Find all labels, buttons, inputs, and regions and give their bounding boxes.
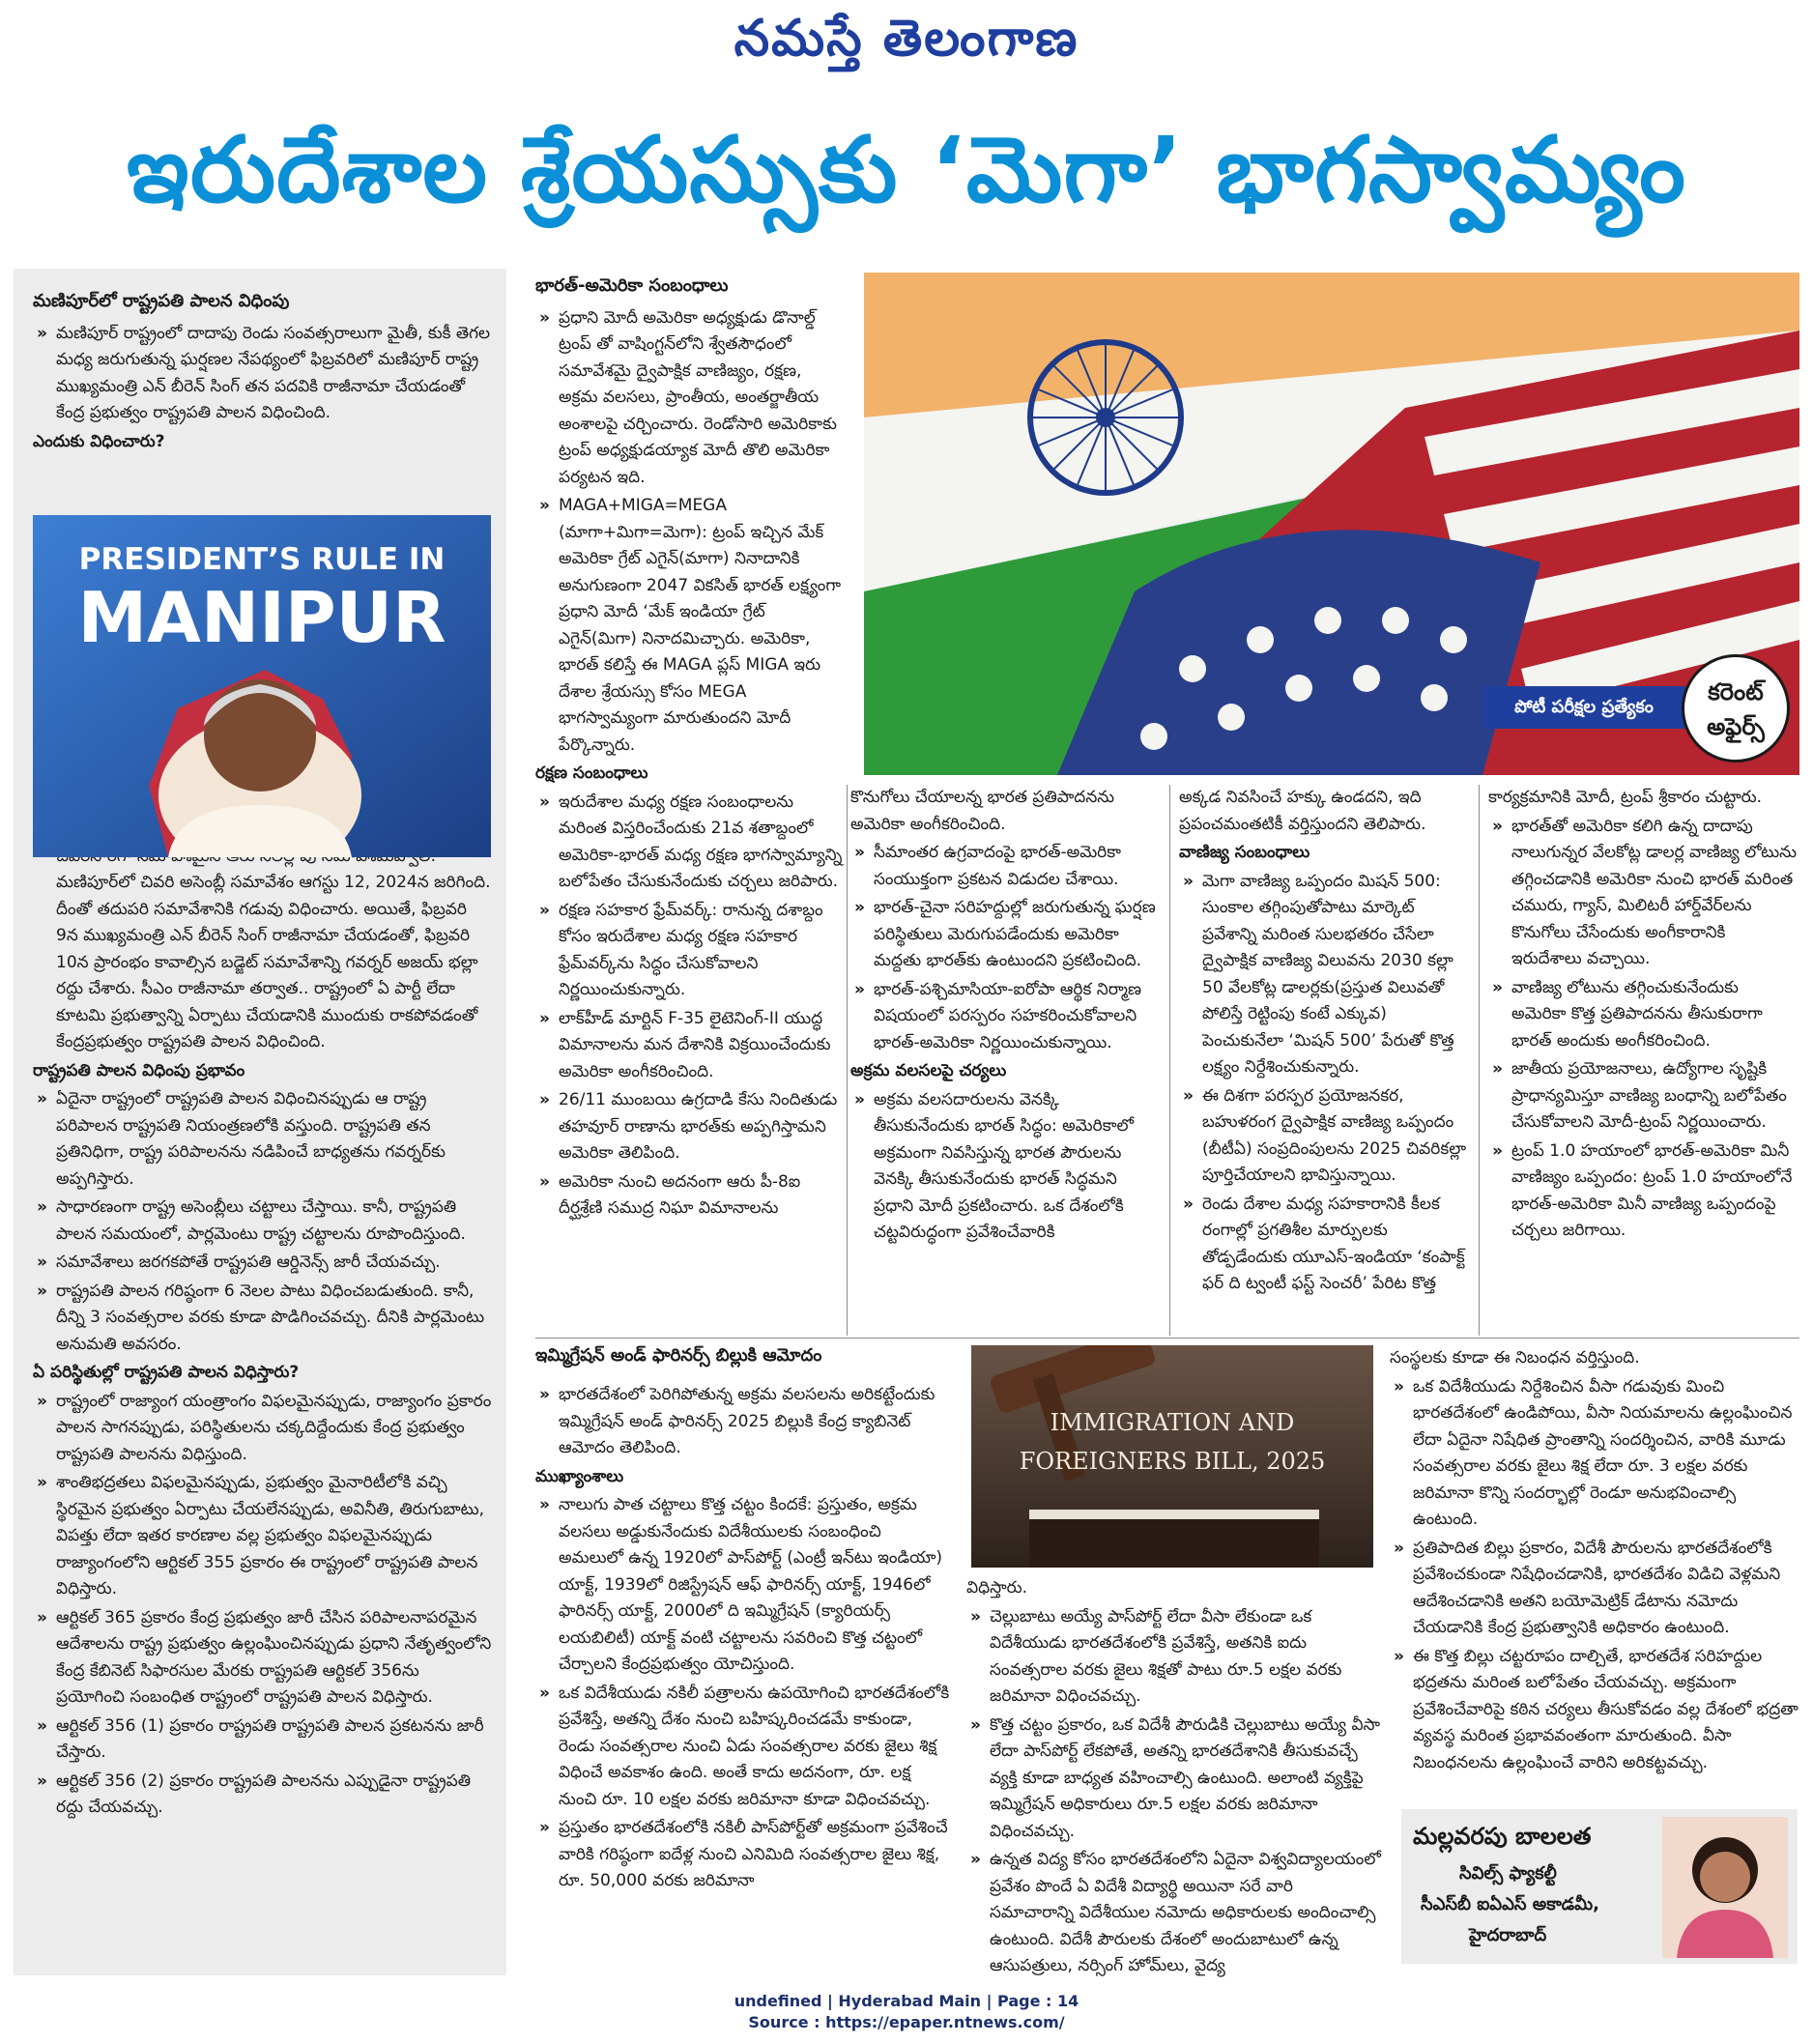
list-item: » ఈ కొత్త బిల్లు చట్టరూపం దాల్చితే, భారతదేశ సరిహద్దుల భద్రతను మరింత బలోపేతం చేయవచ్చు. అక్రమంగా ప్రవేశించేవారిపై కఠిన చర్యలు తీసుకోవడం వల్ల దేశంలో భద్రతా వ్యవస్థ మరింత ప్రభావవంతంగా మారుతుంది. వీసా నిబంధనలను ఉల్లంఘించే వారిని అరికట్టవచ్చు. xyxy=(1390,1644,1805,1777)
list-item: » ట్రంప్‌ 1.0 హయాంలో భారత్‌-అమెరికా మినీ వాణిజ్యం ఒప్పందం: ట్రంప్‌ 1.0 హయాంలోనే భారత్‌-అమెరికా మినీ వాణిజ్య ఒప్పందంపై చర్చలు జరిగాయి. xyxy=(1488,1138,1798,1245)
masthead xyxy=(0,0,1813,87)
list-item: » భారత్‌-పశ్చిమాసియా-ఐరోపా ఆర్థిక నిర్మాణ విషయంలో పరస్పరం సహకరించుకోవాలని భారత్‌-అమెరికా నిర్ణయించుకున్నాయి. xyxy=(850,977,1160,1057)
immigration-intro: » భారతదేశంలో పెరిగిపోతున్న అక్రమ వలసలను అరికట్టేందుకు ఇమ్మిగ్రేషన్‌ అండ్‌ ఫారినర్స్‌ 2025 బిల్లుకి కేంద్ర క్యాబినెట్‌ ఆమోదం తెలిపింది. xyxy=(535,1382,951,1462)
list-item: » అక్రమ వలసదారులను వెనక్కి తీసుకునేందుకు భారత్‌ సిద్ధం: అమెరికాలో అక్రమంగా నివసిస్తున్న భారత పౌరులను వెనక్కి తీసుకునేందుకు భారత్‌ సిద్ధమని ప్రధాని మోదీ ప్రకటించారు. ఒక దేశంలోకి చట్టవిరుద్ధంగా ప్రవేశించేవారికి xyxy=(850,1087,1160,1247)
manipur-photo-caption-2: MANIPUR xyxy=(77,577,446,658)
column-divider xyxy=(1169,785,1170,1336)
list-item: » ప్రస్తుతం భారతదేశంలోకి నకిలీ పాస్‌పోర్ట్‌తో అక్రమంగా ప్రవేశించే వారికి గరిష్ఠంగా ఐదేళ్ల నుంచి ఎనిమిది సంవత్సరాల జైలు శిక్ష, రూ. 50,000 వరకు జరిమానా xyxy=(535,1815,951,1895)
list-item: » సాధారణంగా రాష్ట్ర అసెంబ్లీలు చట్టాలు చేస్తాయి. కానీ, రాష్ట్రపతి పాలన సమయంలో, పార్లమెంటు రాష్ట్ర చట్టాలను రూపొందిస్తుంది. xyxy=(33,1195,493,1248)
author-box xyxy=(1401,1809,1798,1964)
immigration-bill-photo xyxy=(971,1345,1373,1568)
page-headline xyxy=(0,99,1813,253)
manipur-title: మణిపూర్‌లో రాష్ట్రపతి పాలన విధింపు xyxy=(33,291,290,311)
column-divider xyxy=(847,785,848,1336)
immigration-article xyxy=(535,1382,951,1897)
list-item: » ఈ దిశగా పరస్పర ప్రయోజనకర, బహుళరంగ ద్వైపాక్షిక వాణిజ్య ఒప్పందం (బీటీఏ) సంప్రదింపులను 2025 చివరికల్లా పూర్తిచేయాలని భావిస్తున్నాయి. xyxy=(1179,1083,1469,1190)
footer-edition: undefined | Hyderabad Main | Page : 14 xyxy=(734,1992,1079,2010)
list-item: » నాలుగు పాత చట్టాలు కొత్త చట్టం కిందకే: ప్రస్తుతం, అక్రమ వలసలు అడ్డుకునేందుకు విదేశీయులకు సంబంధించి అమలులో ఉన్న 1920లో పాస్‌పోర్ట్‌ (ఎంట్రీ ఇన్‌టు ఇండియా) యాక్ట్‌, 1939లో రిజిస్ట్రేషన్‌ ఆఫ్‌ ఫారినర్స్‌ యాక్ట్‌, 1946లో ఫారినర్స్‌ యాక్ట్‌, 2000లో ది ఇమ్మిగ్రేషన్‌ (క్యారియర్స్‌ లయబిలిటీ) యాక్ట్‌ వంటి చట్టాలను సవరించి కొత్త చట్టంలో చేర్చాలని కేంద్రప్రభుత్వం యోచిస్తుంది. xyxy=(535,1492,951,1679)
manipur-when-title: ఏ పరిస్థితుల్లో రాష్ట్రపతి పాలన విధిస్తారు? xyxy=(33,1363,300,1382)
competitive-exam-badge: పోటీ పరీక్షల ప్రత్యేకం xyxy=(1482,686,1685,729)
india-us-title: భారత్‌-అమెరికా సంబంధాలు xyxy=(535,275,729,296)
col3-lead: కొనుగోలు చేయాలన్న భారత ప్రతిపాదనను అమెరికా అంగీకరించింది. xyxy=(850,788,1115,834)
footer-source: Source : https://epaper.ntnews.com/ xyxy=(748,2013,1065,2031)
author-name: మల్లవరపు బాలలత xyxy=(1413,1823,1592,1850)
col5-lead: కార్యక్రమానికి మోదీ, ట్రంప్‌ శ్రీకారం చుట్టారు. xyxy=(1488,788,1763,807)
immigration-photo-caption-1: IMMIGRATION AND xyxy=(1050,1409,1295,1436)
immigration-title: ఇమ్మిగ్రేషన్‌ అండ్‌ ఫారినర్స్‌ బిల్లుకి ఆమోదం xyxy=(535,1345,822,1366)
author-role: సివిల్స్‌ ఫ్యాకల్టీ xyxy=(1459,1863,1557,1884)
list-item: » శాంతిభద్రతలు విఫలమైనప్పుడు, ప్రభుత్వం మైనారిటీలోకి వచ్చి స్థిరమైన ప్రభుత్వం ఏర్పాటు చేయలేనప్పుడు, అవినీతి, తిరుగుబాటు, విపత్తు లేదా ఇతర కారణాల వల్ల ప్రభుత్వం విఫలమైనప్పుడు రాజ్యాంగంలోని ఆర్టికల్‌ 355 ప్రకారం ఈ రాష్ట్రంలో రాష్ట్రపతి పాలన విధిస్తారు. xyxy=(33,1470,493,1603)
list-item: » ఏదైనా రాష్ట్రంలో రాష్ట్రపతి పాలన విధించినప్పుడు ఆ రాష్ట్ర పరిపాలన రాష్ట్రపతి నియంత్రణలోకి వస్తుంది. రాష్ట్రపతి తన ప్రతినిధిగా, రాష్ట్ర పరిపాలనను నడిపించే బాధ్యతను గవర్నర్‌కు అప్పగిస్తారు. xyxy=(33,1086,493,1193)
author-org: సీఎస్‌బీ ఐఏఎస్‌ అకాడమీ, xyxy=(1421,1894,1600,1914)
trade-column-2 xyxy=(1488,785,1798,1247)
stamp-line-2: అఫైర్స్‌ xyxy=(1707,713,1765,740)
list-item: » ఆర్టికల్‌ 356 (1) ప్రకారం రాష్ట్రపతి రాష్ట్రపతి పాలన ప్రకటనను జారీ చేస్తారు. xyxy=(33,1713,493,1767)
manipur-effect-title: రాష్ట్రపతి పాలన విధింపు ప్రభావం xyxy=(33,1060,245,1080)
author-avatar xyxy=(1662,1817,1788,1958)
list-item: » సీమాంతర ఉగ్రవాదంపై భారత్‌-అమెరికా సంయుక్తంగా ప్రకటన విడుదల చేశాయి. xyxy=(850,840,1160,893)
list-item: » అమెరికా నుంచి అదనంగా ఆరు పీ-8ఐ దీర్ఘశ్రేణి సముద్ర నిఘా విమానాలను xyxy=(535,1169,843,1223)
stamp-line-1: కరెంట్ xyxy=(1708,678,1764,705)
immigration-key-title: ముఖ్యాంశాలు xyxy=(535,1466,624,1486)
list-item: » ప్రతిపాదిత బిల్లు ప్రకారం, విదేశీ పౌరులను భారతదేశంలోకి ప్రవేశించకుండా నిషేధించడానికి, భారతదేశం విడిచి వెళ్లమని ఆదేశించడానికి అతని బయోమెట్రిక్‌ డేటాను నమోదు చేయడానికి కేంద్ర ప్రభుత్వానికి అధికారం ఉంటుంది. xyxy=(1390,1536,1805,1642)
immigration-column-3 xyxy=(1390,1345,1805,1778)
list-item: » కొత్త చట్టం ప్రకారం, ఒక విదేశీ పౌరుడికి చెల్లుబాటు అయ్యే వీసా లేదా పాస్‌పోర్ట్‌ లేకపోతే, అతన్ని భారతదేశానికి తీసుకువచ్చే వ్యక్తి కూడా బాధ్యత వహించాల్సి ఉంటుంది. అలాంటి వ్యక్తిపై ఇమ్మిగ్రేషన్‌ అధికారులు రూ.5 లక్షల వరకు జరిమానా విధించవచ్చు. xyxy=(966,1713,1382,1846)
list-item: » మెగా వాణిజ్య ఒప్పందం మిషన్‌ 500: సుంకాల తగ్గింపుతోపాటు మార్కెట్‌ ప్రవేశాన్ని మరింత సులభతరం చేసేలా ద్వైపాక్షిక వాణిజ్య విలువను 2030 కల్లా 50 వేలకోట్ల డాలర్లకు(ప్రస్తుత విలువతో పోలిస్తే రెట్టింపు కంటే ఎక్కువ) పెంచుకునేలా ‘మిషన్‌ 500’ పేరుతో కొత్త లక్ష్యం నిర్దేశించుకున్నారు. xyxy=(1179,869,1469,1081)
list-item: » భారత్‌తో అమెరికా కలిగి ఉన్న దాదాపు నాలుగున్నర వేలకోట్ల డాలర్ల వాణిజ్య లోటును తగ్గించడానికి అమెరికా నుంచి భారత్‌ మరింత చమురు, గ్యాస్‌, మిలిటరీ హార్డ్‌వేర్‌లను కొనుగోలు చేసేందుకు అంగీకారానికి ఇరుదేశాలు వచ్చాయి. xyxy=(1488,814,1798,973)
manipur-why-body: » మణిపూర్‌లో చివరి అసెంబ్లీ సమావేశం ఆగస్టు 12, 2024న జరిగింది. దీంతో తదుపరి సమావేశానికి గడువు విధించారు. అయితే, ఫిబ్రవరి 9న ముఖ్యమంత్రి ఎన్‌ బీరెన్‌ సింగ్‌ రాజీనామా చేయడంతో, ఫిబ్రవరి 10న ప్రారంభం కావాల్సిన బడ్జెట్‌ సమావేశాన్ని గవర్నర్‌ అజయ్‌ భల్లా రద్దు చేశారు. సీఎం రాజీనామా తర్వాత.. రాష్ట్రంలో ఏ పార్టీ లేదా కూటమి ప్రభుత్వాన్ని ఏర్పాటు చేయడానికి ముందుకు రాకపోవడంతో కేంద్రప్రభుత్వం రాష్ట్రపతి పాలన విధించింది. xyxy=(33,817,493,1056)
list-item: » భారత్‌-చైనా సరిహద్దుల్లో జరుగుతున్న ఘర్షణ పరిస్థితులు మెరుగుపడేందుకు అమెరికా మద్దతు భారత్‌కు ఉంటుందని ప్రకటించింది. xyxy=(850,895,1160,975)
masthead-title: నమస్తే తెలంగాణ xyxy=(734,9,1079,68)
list-item: » సమావేశాలు జరగకపోతే రాష్ట్రపతి ఆర్డినెన్స్‌ జారీ చేయవచ్చు. xyxy=(33,1250,493,1277)
list-item: » రక్షణ సహకార ఫ్రేమ్‌వర్క్‌: రానున్న దశాబ్దం కోసం ఇరుదేశాల మధ్య రక్షణ సహకార ఫ్రేమ్‌వర్క్‌ను సిద్ధం చేసుకోవాలని నిర్ణయించుకున్నారు. xyxy=(535,898,843,1004)
manipur-why-title: ఎందుకు విధించారు? xyxy=(33,431,165,451)
list-item: » జాతీయ ప్రయోజనాలు, ఉద్యోగాల సృష్టికి ప్రాధాన్యమిస్తూ వాణిజ్య బంధాన్ని బలోపేతం చేసుకోవాలని మోదీ-ట్రంప్‌ నిర్ణయించారు. xyxy=(1488,1056,1798,1137)
list-item: » ప్రధాని మోదీ అమెరికా అధ్యక్షుడు డొనాల్డ్‌ ట్రంప్‌ తో వాషింగ్టన్‌లోని శ్వేతసౌధంలో సమావేశమై ద్వైపాక్షిక వాణిజ్యం, రక్షణ, అక్రమ వలసలు, ప్రాంతీయ, అంతర్జాతీయ అంశాలపై చర్చించారు. రెండోసారి అమెరికాకు ట్రంప్‌ అధ్యక్షుడయ్యాక మోదీ తొలి అమెరికా పర్యటన ఇది. xyxy=(535,305,843,492)
immigration-column-2 xyxy=(966,1575,1382,1982)
list-item: » రాష్ట్రపతి పాలన గరిష్ఠంగా 6 నెలల పాటు విధించబడుతుంది. కానీ, దీన్ని 3 సంవత్సరాల వరకు కూడా పొడిగించవచ్చు. దీనికి పార్లమెంటు అనుమతి అవసరం. xyxy=(33,1279,493,1359)
defense-title: రక్షణ సంబంధాలు xyxy=(535,763,648,783)
author-photo xyxy=(1662,1817,1788,1958)
author-city: హైదరాబాద్‌ xyxy=(1469,1925,1547,1945)
list-item: » ఆర్టికల్‌ 356 (2) ప్రకారం రాష్ట్రపతి పాలనను ఎప్పుడైనా రాష్ట్రపతి రద్దు చేయవచ్చు. xyxy=(33,1769,493,1822)
section-divider xyxy=(535,1338,1799,1339)
illegal-migration-title: అక్రమ వలసలపై చర్యలు xyxy=(850,1061,1007,1080)
list-item: » MAGA+MIGA=MEGA (మాగా+మిగా=మెగా): ట్రంప్‌ ఇచ్చిన మేక్‌ అమెరికా గ్రేట్‌ ఎగైన్‌(మాగా) నినాదానికి అనుగుణంగా 2047 వికసిత్‌ భారత్‌ లక్ష్యంగా ప్రధాని మోదీ ‘మేక్‌ ఇండియా గ్రేట్‌ ఎగైన్‌(మిగా) నినాదమిచ్చారు. అమెరికా, భారత్‌ కలిస్తే ఈ MAGA ప్లస్‌ MIGA ఇరు దేశాల శ్రేయస్సు కోసం MEGA భాగస్వామ్యంగా మారుతుందని మోదీ పేర్కొన్నారు. xyxy=(535,493,843,759)
trade-column xyxy=(1179,785,1469,1300)
col4-lead: అక్కడ నివసించే హక్కు ఉండదని, ఇది ప్రపంచమంతటికీ వర్తిస్తుందని తెలిపారు. xyxy=(1179,788,1426,834)
trade-title: వాణిజ్య సంబంధాలు xyxy=(1179,843,1310,862)
page-footer xyxy=(0,1991,1813,2033)
india-us-article xyxy=(535,273,843,1224)
security-cooperation-column xyxy=(850,785,1160,1249)
list-item: » ఇరుదేశాల మధ్య రక్షణ సంబంధాలను మరింత విస్తరించేందుకు 21వ శతాబ్దంలో అమెరికా-భారత్‌ మధ్య రక్షణ భాగస్వామ్యాన్ని బలోపేతం చేసుకునేందుకు చర్చలు జరిపారు. xyxy=(535,790,843,896)
list-item: » ఒక విదేశీయుడు నకిలీ పత్రాలను ఉపయోగించి భారతదేశంలోకి ప్రవేశిస్తే, అతన్ని దేశం నుంచి బహిష్కరించడమే కాకుండా, రెండు సంవత్సరాల నుంచి ఏడు సంవత్సరాల వరకు జైలు శిక్ష విధించే అవకాశం ఉంది. అంతే కాదు అదనంగా, రూ. లక్ష నుంచి రూ. 10 లక్షల వరకు జరిమానా కూడా విధించవచ్చు. xyxy=(535,1681,951,1814)
india-us-flags-photo xyxy=(864,273,1799,775)
column-divider xyxy=(1479,785,1480,1336)
current-affairs-stamp xyxy=(1682,654,1790,763)
list-item: » ఒక విదేశీయుడు నిర్దేశించిన వీసా గడువుకు మించి భారతదేశంలో ఉండిపోయి, వీసా నియమాలను ఉల్లంఘించిన లేదా ఏదైనా నిషేధిత ప్రాంతాన్ని సందర్శించిన, వారికి మూడు సంవత్సరాల వరకు జైలు శిక్ష లేదా రూ. 3 లక్షల వరకు జరిమానా కొన్ని సందర్భాల్లో రెండూ అనుభవించాల్సి ఉంటుంది. xyxy=(1390,1374,1805,1534)
list-item: » రెండు దేశాల మధ్య సహకారానికి కీలక రంగాల్లో ప్రగతిశీల మార్పులకు తోడ్పడేందుకు యూఎస్‌-ఇండియా ‘కంపాక్ట్‌ ఫర్‌ ది ట్వంటీ ఫస్ట్‌ సెంచరీ’ పేరిట కొత్త xyxy=(1179,1192,1469,1298)
list-item: » ఉన్నత విద్య కోసం భారతదేశంలోని ఏదైనా విశ్వవిద్యాలయంలో ప్రవేశం పొందే ఏ విదేశీ విద్యార్థి అయినా సరే వారి సమాచారాన్ని విదేశీయుల నమోదు అధికారులకు అందించాల్సి ఉంటుంది. విదేశీ పౌరులకు దేశంలో అందుబాటులో ఉన్న ఆసుపత్రులు, నర్సింగ్‌ హోమ్‌లు, వైద్య xyxy=(966,1847,1382,1980)
headline-text: ఇరుదేశాల శ్రేయస్సుకు ‘మెగా’ భాగస్వామ్యం xyxy=(127,118,1686,223)
manipur-intro: » మణిపూర్‌ రాష్ట్రంలో దాదాపు రెండు సంవత్సరాలుగా మైతీ, కుకీ తెగల మధ్య జరుగుతున్న ఘర్షణల నేపథ్యంలో ఫిబ్రవరిలో మణిపూర్‌ రాష్ట్ర ముఖ్యమంత్రి ఎన్‌ బీరెన్‌ సింగ్‌ తన పదవికి రాజీనామా చేయడంతో కేంద్ర ప్రభుత్వం రాష్ట్రపతి పాలన విధించింది. xyxy=(33,321,493,427)
col3b-lead: విధిస్తారు. xyxy=(966,1578,1027,1598)
list-item: » లాక్‌హీడ్‌ మార్టిన్‌ F-35 లైటెనింగ్‌-II యుద్ధ విమానాలను మన దేశానికి విక్రయించేందుకు అమెరికా అంగీకరించింది. xyxy=(535,1006,843,1086)
list-item: » 26/11 ముంబయి ఉగ్రదాడి కేసు నిందితుడు తహవూర్‌ రాణాను భారత్‌కు అప్పగిస్తామని అమెరికా తెలిపింది. xyxy=(535,1087,843,1167)
list-item: » చెల్లుబాటు అయ్యే పాస్‌పోర్ట్‌ లేదా వీసా లేకుండా ఒక విదేశీయుడు భారతదేశంలోకి ప్రవేశిస్తే, అతనికి ఐదు సంవత్సరాల వరకు జైలు శిక్షతో పాటు రూ.5 లక్షల వరకు జరిమానా విధించవచ్చు. xyxy=(966,1604,1382,1711)
list-item: » వాణిజ్య లోటును తగ్గించుకునేందుకు అమెరికా కొత్త ప్రతిపాదనను తీసుకురాగా భారత్‌ అందుకు అంగీకరించింది. xyxy=(1488,975,1798,1055)
immigration-photo-caption-2: FOREIGNERS BILL, 2025 xyxy=(1019,1448,1326,1475)
list-item: » రాష్ట్రంలో రాజ్యాంగ యంత్రాంగం విఫలమైనప్పుడు, రాజ్యాంగం ప్రకారం పాలన సాగనప్పుడు, పరిస్థితులను చక్కదిద్దేందుకు కేంద్ర ప్రభుత్వం రాష్ట్రపతి పాలనను విధిస్తుంది. xyxy=(33,1389,493,1469)
manipur-photo-caption-1: PRESIDENT’S RULE IN xyxy=(78,542,446,577)
list-item: » ఆర్టికల్‌ 365 ప్రకారం కేంద్ర ప్రభుత్వం జారీ చేసిన పరిపాలనాపరమైన ఆదేశాలను రాష్ట్ర ప్రభుత్వం ఉల్లంఘించినప్పుడు ప్రధాని నేతృత్వంలోని కేంద్ర కేబినెట్‌ సిఫారసుల మేరకు రాష్ట్రపతి ఆర్టికల్‌ 356ను ప్రయోగించి సంబంధిత రాష్ట్రంలో రాష్ట్రపతి పాలన విధిస్తారు. xyxy=(33,1605,493,1712)
manipur-photo xyxy=(33,515,491,857)
col5b-lead: సంస్థలకు కూడా ఈ నిబంధన వర్తిస్తుంది. xyxy=(1390,1348,1640,1367)
